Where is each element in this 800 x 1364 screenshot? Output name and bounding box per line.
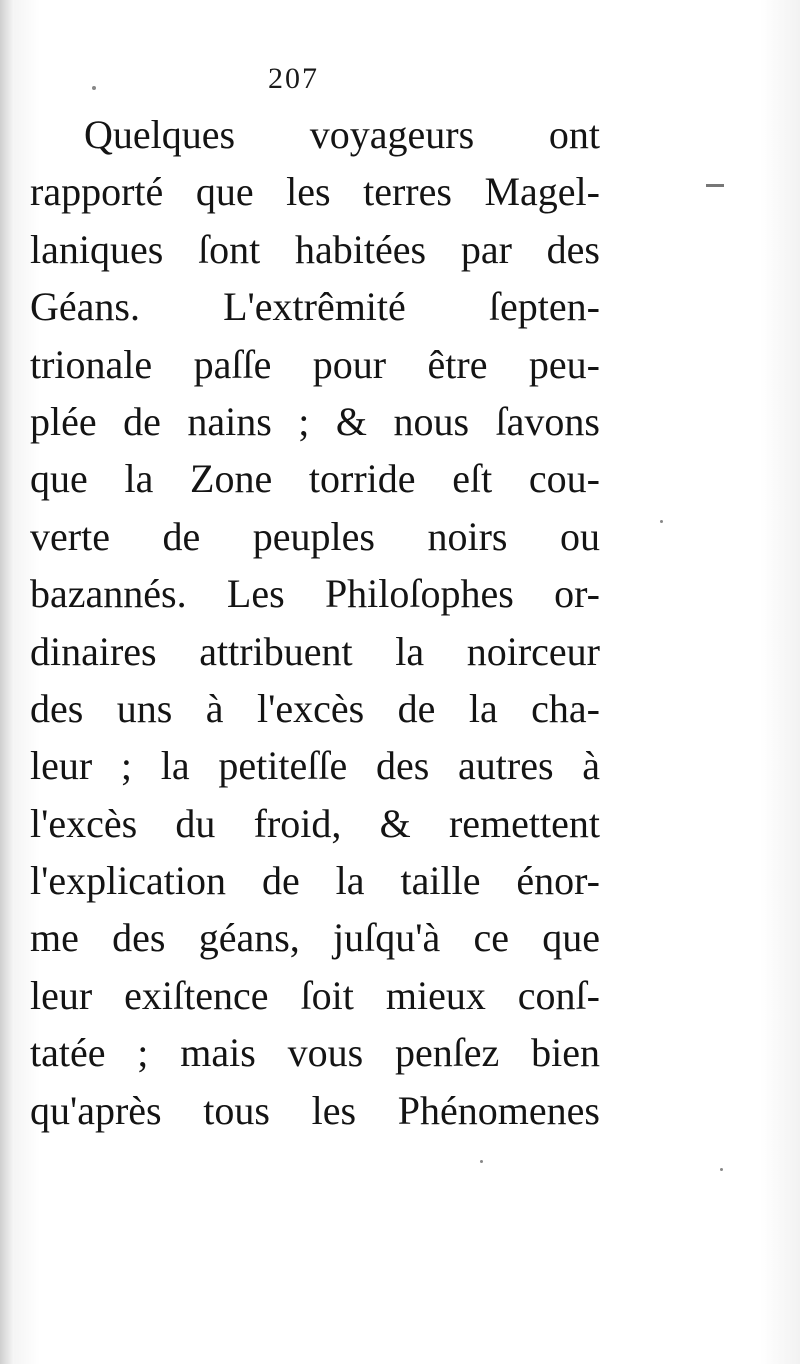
text-line: leur ; la petiteſſe des autres à (30, 743, 600, 789)
body-text (30, 106, 600, 1139)
text-line: leur exiſtence ſoit mieux conſ- (30, 972, 600, 1018)
text-line: plée de nains ; & nous ſavons (30, 398, 600, 444)
text-line: bazannés. Les Philoſophes or- (30, 571, 600, 617)
page-binding-edge (0, 0, 14, 1364)
text-line: qu'après tous les Phénomenes (30, 1087, 600, 1133)
text-line: trionale paſſe pour être peu- (30, 341, 600, 387)
text-line: tatée ; mais vous penſez bien (30, 1030, 600, 1076)
text-line: verte de peuples noirs ou (30, 513, 600, 559)
text-line: rapporté que les terres Magel- (30, 169, 600, 215)
text-line: des uns à l'excès de la cha- (30, 685, 600, 731)
text-line: laniques ſont habitées par des (30, 226, 600, 272)
text-line: Géans. L'extrêmité ſepten- (30, 284, 600, 330)
scan-speck (480, 1160, 483, 1163)
scan-speck (660, 520, 663, 523)
scan-speck (92, 86, 96, 90)
text-line: que la Zone torride eſt cou- (30, 456, 600, 502)
text-line: l'explication de la taille énor- (30, 858, 600, 904)
text-line: me des géans, juſqu'à ce que (30, 915, 600, 961)
text-line: l'excès du froid, & remettent (30, 800, 600, 846)
page-number: 207 (268, 62, 319, 95)
text-line: Quelques voyageurs ont (84, 112, 600, 157)
scan-mark (706, 184, 724, 187)
scan-speck (720, 1168, 723, 1171)
text-line: dinaires attribuent la noirceur (30, 628, 600, 674)
